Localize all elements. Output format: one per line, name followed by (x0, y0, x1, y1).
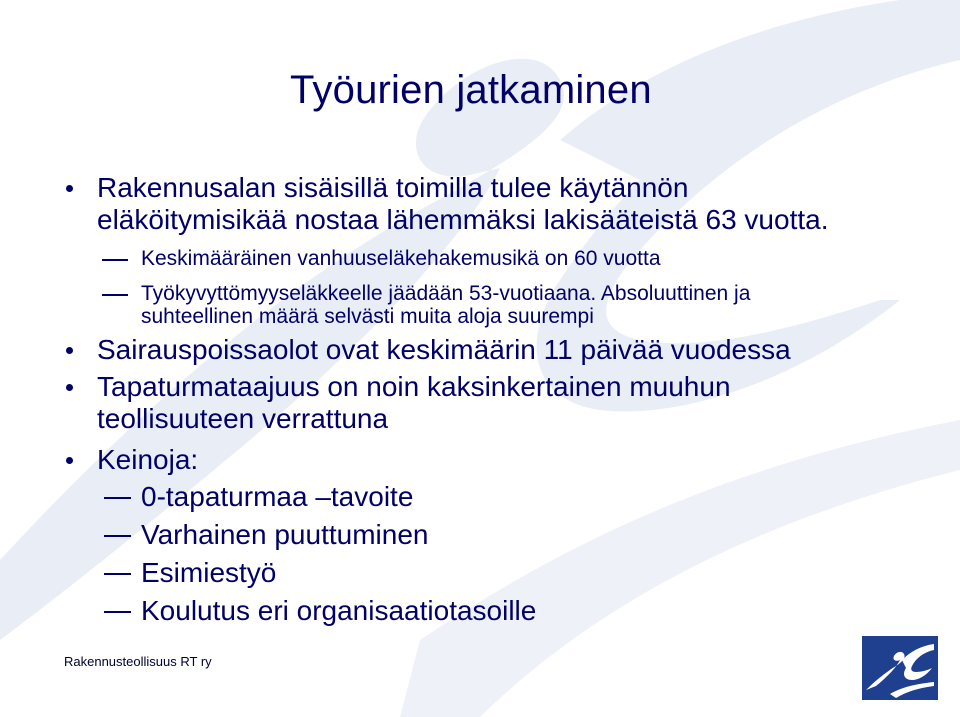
dash-marker (104, 611, 131, 613)
slide-title: Työurien jatkaminen (290, 68, 652, 112)
list-item-line: Työkyvyttömyyseläkkeelle jäädään 53-vuotiaana. Absoluuttinen ja (141, 282, 751, 305)
list-item-line: eläköitymisikää nostaa lähemmäksi lakisääteistä 63 vuotta. (97, 204, 829, 235)
list-item-line: Esimiestyö (141, 557, 277, 588)
dash-marker (102, 294, 128, 296)
bullet-dot (66, 347, 73, 354)
dash-marker (104, 535, 131, 537)
list-item-line: teollisuuteen verrattuna (97, 403, 389, 434)
list-item-line: Rakennusalan sisäisillä toimilla tulee käytännön (97, 172, 689, 203)
bullet-dot (66, 185, 73, 192)
list-item-line: Sairauspoissaolot ovat keskimäärin 11 päivää vuodessa (97, 334, 791, 365)
bullet-dot (66, 457, 73, 464)
list-item-line: Koulutus eri organisaatiotasoille (141, 595, 537, 626)
list-item-line: Keskimääräinen vanhuuseläkehakemusikä on 60 vuotta (141, 247, 661, 270)
rt-logo-icon (862, 636, 938, 700)
dash-marker (104, 497, 131, 499)
dash-marker (102, 259, 128, 261)
list-item-line: suhteellinen määrä selvästi muita aloja suurempi (141, 305, 594, 328)
list-item-line: Keinoja: (97, 444, 199, 475)
footer-organization: Rakennusteollisuus RT ry (64, 654, 212, 669)
list-item-line: Tapaturmataajuus on noin kaksinkertainen muuhun (97, 371, 731, 402)
list-item-line: Varhainen puuttuminen (141, 519, 429, 550)
list-item-line: 0-tapaturmaa –tavoite (141, 481, 414, 512)
dash-marker (104, 573, 131, 575)
bullet-dot (66, 384, 73, 391)
